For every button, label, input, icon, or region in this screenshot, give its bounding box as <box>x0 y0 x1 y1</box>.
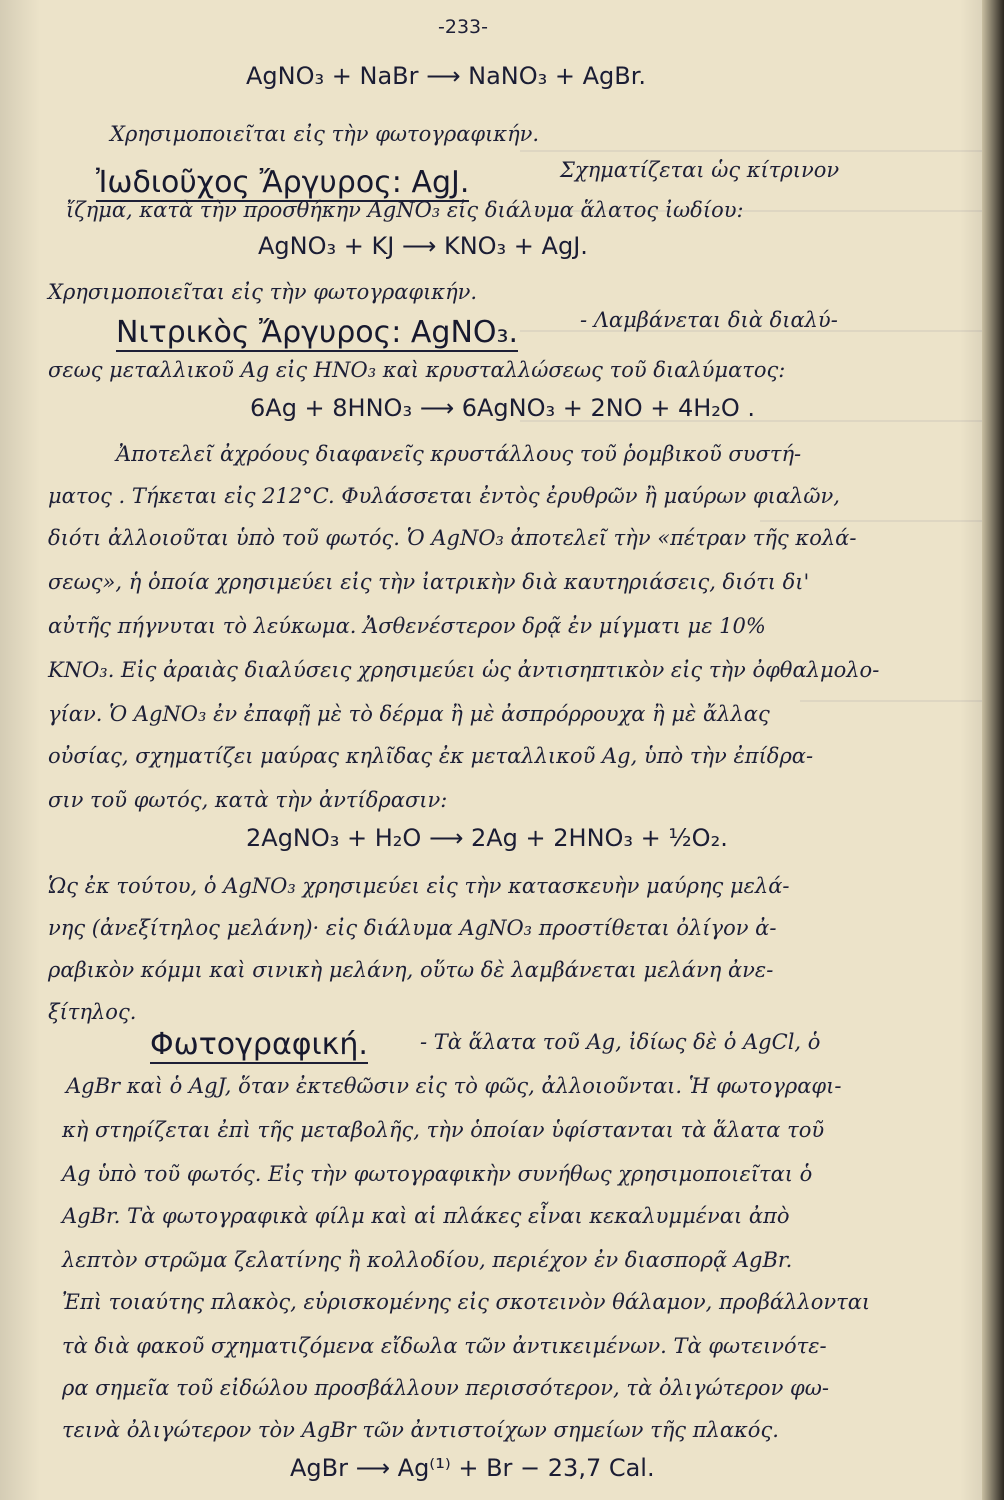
text-line: ρα σημεῖα τοῦ εἰδώλου προσβάλλουν περισσότερον, τὰ ὀλιγώτερον φω- <box>62 1376 829 1400</box>
text-line: - Λαμβάνεται διὰ διαλύ- <box>580 308 838 332</box>
text-line: κὴ στηρίζεται ἐπὶ τῆς μεταβολῆς, τὴν ὁποίαν ὑφίστανται τὰ ἅλατα τοῦ <box>62 1118 825 1142</box>
heading-silver-nitrate: Νιτρικὸς Ἄργυρος: AgNO₃. <box>116 315 519 350</box>
text-line: σεως μεταλλικοῦ Ag εἰς HNO₃ καὶ κρυσταλλώσεως τοῦ διαλύματος: <box>48 358 786 382</box>
text-line: Ag ὑπὸ τοῦ φωτός. Εἰς τὴν φωτογραφικὴν συνήθως χρησιμοποιεῖται ὁ <box>62 1162 813 1186</box>
page-number: -233- <box>438 16 488 38</box>
text-line: - Τὰ ἅλατα τοῦ Ag, ἰδίως δὲ ὁ AgCl, ὁ <box>420 1030 821 1054</box>
text-line: ματος . Τήκεται εἰς 212°C. Φυλάσσεται ἐντὸς ἐρυθρῶν ἢ μαύρων φιαλῶν, <box>48 484 840 508</box>
text-line: Ὡς ἐκ τούτου, ὁ AgNO₃ χρησιμεύει εἰς τὴν κατασκευὴν μαύρης μελά- <box>48 874 790 898</box>
text-line: Χρησιμοποιεῖται εἰς τὴν φωτογραφικήν. <box>48 280 478 304</box>
book-edge <box>982 0 1004 1500</box>
text-line: γίαν. Ὁ AgNO₃ ἐν ἐπαφῇ μὲ τὸ δέρμα ἢ μὲ ἀσπρόρρουχα ἢ μὲ ἄλλας <box>48 702 770 726</box>
text-line: AgBr καὶ ὁ AgJ, ὅταν ἐκτεθῶσιν εἰς τὸ φῶς, ἀλλοιοῦνται. Ἡ φωτογραφι- <box>66 1074 842 1098</box>
text-line: AgBr. Τὰ φωτογραφικὰ φίλμ καὶ αἱ πλάκες εἶναι κεκαλυμμέναι ἀπὸ <box>62 1204 790 1228</box>
text-line: ἴζημα, κατὰ τὴν προσθήκην AgNO₃ εἰς διάλυμα ἅλατος ἰωδίου: <box>66 198 744 222</box>
text-line: ξίτηλος. <box>48 1000 137 1024</box>
text-line: οὐσίας, σχηματίζει μαύρας κηλῖδας ἐκ μεταλλικοῦ Ag, ὑπὸ τὴν ἐπίδρα- <box>48 744 814 768</box>
text-line: Ἀποτελεῖ ἀχρόους διαφανεῖς κρυστάλλους τοῦ ῥομβικοῦ συστή- <box>116 442 802 466</box>
text-line: διότι ἀλλοιοῦται ὑπὸ τοῦ φωτός. Ὁ AgNO₃ ἀποτελεῖ τὴν «πέτραν τῆς κολά- <box>48 526 857 550</box>
text-line: σεως», ἡ ὁποία χρησιμεύει εἰς τὴν ἰατρικὴν διὰ καυτηριάσεις, διότι δι' <box>48 570 810 594</box>
text-line: αὐτῆς πήγνυται τὸ λεύκωμα. Ἀσθενέστερον δρᾷ ἐν μίγματι με 10% <box>48 614 766 638</box>
text-line: σιν τοῦ φωτός, κατὰ τὴν ἀντίδρασιν: <box>48 788 448 812</box>
text-line: τεινὰ ὀλιγώτερον τὸν AgBr τῶν ἀντιστοίχων σημείων τῆς πλακός. <box>62 1418 779 1442</box>
heading-silver-iodide: Ἰωδιοῦχος Ἄργυρος: AgJ. <box>96 165 470 200</box>
text-line: νης (ἀνεξίτηλος μελάνη)· εἰς διάλυμα AgNO₃ προστίθεται ὀλίγον ἀ- <box>48 916 777 940</box>
text-line: KNO₃. Εἰς ἀραιὰς διαλύσεις χρησιμεύει ὡς ἀντισηπτικὸν εἰς τὴν ὀφθαλμολο- <box>48 658 880 682</box>
equation-agno3-h2o: 2AgNO₃ + H₂O ⟶ 2Ag + 2HNO₃ + ½O₂. <box>246 824 728 852</box>
text-line: λεπτὸν στρῶμα ζελατίνης ἢ κολλοδίου, περιέχον ἐν διασπορᾷ AgBr. <box>62 1248 793 1272</box>
heading-photography: Φωτογραφική. <box>150 1027 368 1062</box>
text-line: ραβικὸν κόμμι καὶ σινικὴ μελάνη, οὕτω δὲ λαμβάνεται μελάνη ἀνε- <box>48 958 774 982</box>
text-line: Χρησιμοποιεῖται εἰς τὴν φωτογραφικήν. <box>110 122 540 146</box>
equation-ag-hno3: 6Ag + 8HNO₃ ⟶ 6AgNO₃ + 2NO + 4H₂O . <box>250 394 756 422</box>
text-line: Ἐπὶ τοιαύτης πλακὸς, εὑρισκομένης εἰς σκοτεινὸν θάλαμον, προβάλλονται <box>62 1290 871 1314</box>
equation-agno3-kj: AgNO₃ + KJ ⟶ KNO₃ + AgJ. <box>258 232 588 260</box>
equation-agno3-nabr: AgNO₃ + NaBr ⟶ NaNO₃ + AgBr. <box>246 62 647 90</box>
equation-agbr-decomposition: AgBr ⟶ Ag⁽¹⁾ + Br − 23,7 Cal. <box>290 1454 655 1482</box>
text-line: τὰ διὰ φακοῦ σχηματιζόμενα εἴδωλα τῶν ἀντικειμένων. Τὰ φωτεινότε- <box>62 1334 827 1358</box>
text-line: Σχηματίζεται ὡς κίτρινον <box>560 158 840 182</box>
